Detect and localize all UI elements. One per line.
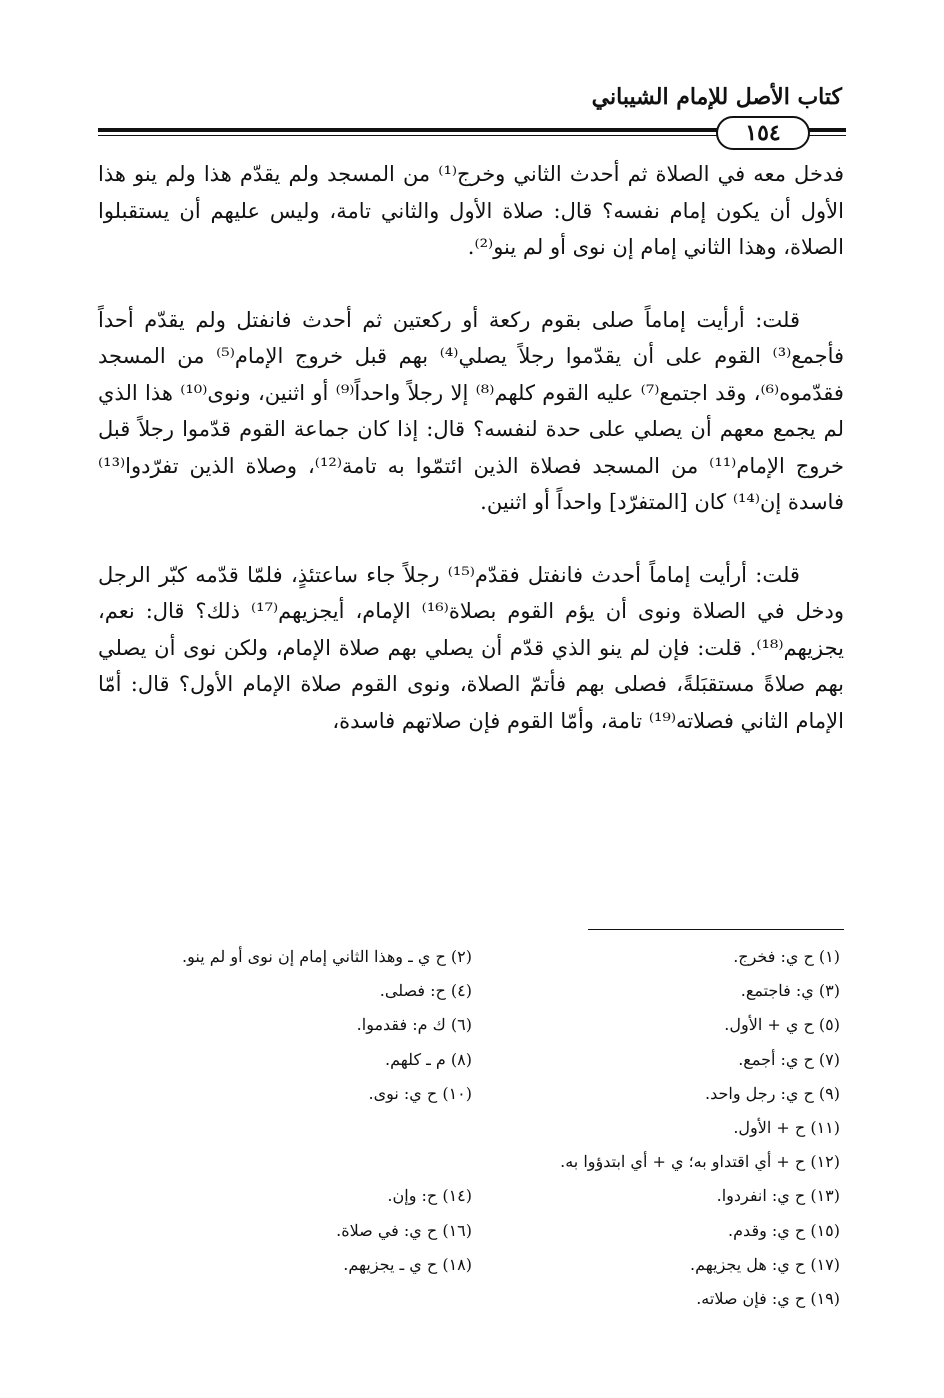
footnote-row — [98, 1179, 844, 1213]
footnote-2: (٢) ح ي ـ وهذا الثاني إمام إن نوى أو لم ينو. — [182, 947, 472, 966]
footnote-8: (٨) م ـ كلهم. — [385, 1049, 472, 1069]
footnote-row — [98, 1248, 844, 1282]
footnote-13: (١٣) ح ي: انفردوا. — [716, 1186, 840, 1206]
footnote-16: (١٦) ح ي: في صلاة. — [336, 1220, 472, 1240]
footnote-row — [98, 1043, 844, 1077]
footnote-12: (١٢) ح + أي اقتداو به؛ ي + أي ابتدؤوا به. — [560, 1152, 840, 1172]
footnote-row — [98, 1214, 844, 1248]
footnote-7: (٧) ح ي: أجمع. — [738, 1049, 840, 1069]
main-text — [98, 156, 844, 775]
footnote-5: (٥) ح ي + الأول. — [724, 1015, 840, 1035]
footnote-11: (١١) ح + الأول. — [733, 1117, 840, 1137]
footnote-6: (٦) ك م: فقدموا. — [356, 1015, 472, 1035]
footnote-19: (١٩) ح ي: فإن صلاته. — [696, 1288, 840, 1308]
footnote-9: (٩) ح ي: رجل واحد. — [705, 1083, 840, 1103]
footnote-15: (١٥) ح ي: وقدم. — [728, 1220, 840, 1240]
paragraph-1: فدخل معه في الصلاة ثم أحدث الثاني وخرج⁽¹⁾ من المسجد ولم يقدّم هذا ولم ينو هذا الأول أن يكون إمام نفسه؟ قال: صلاة الأول والثاني تامة، وليس عليهم أن يستقبلوا الصلاة، وهذا الثاني إمام إن نوى أو لم ينو⁽²⁾. — [98, 162, 845, 259]
footnote-row — [98, 1145, 844, 1179]
running-header-title: كتاب الأصل للإمام الشيباني — [591, 84, 842, 110]
footnote-row — [98, 1077, 844, 1111]
footnote-3: (٣) ي: فاجتمع. — [740, 981, 840, 1001]
footnote-row — [98, 1282, 844, 1316]
footnote-separator — [588, 929, 844, 930]
footnote-row — [98, 940, 844, 974]
footnote-1: (١) ح ي: فخرج. — [733, 947, 840, 966]
footnote-4: (٤) ح: فصلى. — [379, 981, 472, 1001]
footnote-18: (١٨) ح ي ـ يجزيهم. — [343, 1254, 472, 1274]
footnote-14: (١٤) ح: وإن. — [387, 1186, 472, 1206]
footnote-row — [98, 1111, 844, 1145]
paragraph-3: قلت: أرأيت إماماً أحدث فانفتل فقدّم⁽¹⁵⁾ رجلاً جاء ساعتئذٍ، فلمّا قدّمه كبّر الرجل ودخل في الصلاة ونوى أن يؤم القوم بصلاة⁽¹⁶⁾ الإمام، أيجزيهم⁽¹⁷⁾ ذلك؟ قال: نعم، يجزيهم⁽¹⁸⁾. قلت: فإن لم ينو الذي قدّم أن يصلي بهم صلاة الإمام، ولكن نوى أن يصلي بهم صلاةً مستقبَلةً، فصلى بهم فأتمّ الصلاة، ونوى القوم صلاة الإمام الأول؟ قال: أمّا الإمام الثاني فصلاته⁽¹⁹⁾ تامة، وأمّا القوم فإن صلاتهم فاسدة، — [98, 562, 844, 733]
footnote-10: (١٠) ح ي: نوى. — [368, 1083, 472, 1103]
footnotes — [98, 940, 844, 1316]
footnote-row — [98, 1008, 844, 1042]
footnote-17: (١٧) ح ي: هل يجزيهم. — [690, 1254, 840, 1274]
footnote-row — [98, 974, 844, 1008]
paragraph-2: قلت: أرأيت إماماً صلى بقوم ركعة أو ركعتين ثم أحدث فانفتل ولم يقدّم أحداً فأجمع⁽³⁾ القوم على أن يقدّموا رجلاً يصلي⁽⁴⁾ بهم قبل خروج الإمام⁽⁵⁾ من المسجد فقدّموه⁽⁶⁾، وقد اجتمع⁽⁷⁾ عليه القوم كلهم⁽⁸⁾ إلا رجلاً واحداً⁽⁹⁾ أو اثنين، ونوى⁽¹⁰⁾ هذا الذي لم يجمع معهم أن يصلي على حدة لنفسه؟ قال: إذا كان جماعة القوم قدّموا رجلاً قبل خروج الإمام⁽¹¹⁾ من المسجد فصلاة الذين ائتمّوا به تامة⁽¹²⁾، وصلاة الذين تفرّدوا⁽¹³⁾ فاسدة إن⁽¹⁴⁾ كان [المتفرّد] واحداً أو اثنين. — [98, 307, 845, 514]
page-number-badge: ١٥٤ — [716, 116, 810, 150]
